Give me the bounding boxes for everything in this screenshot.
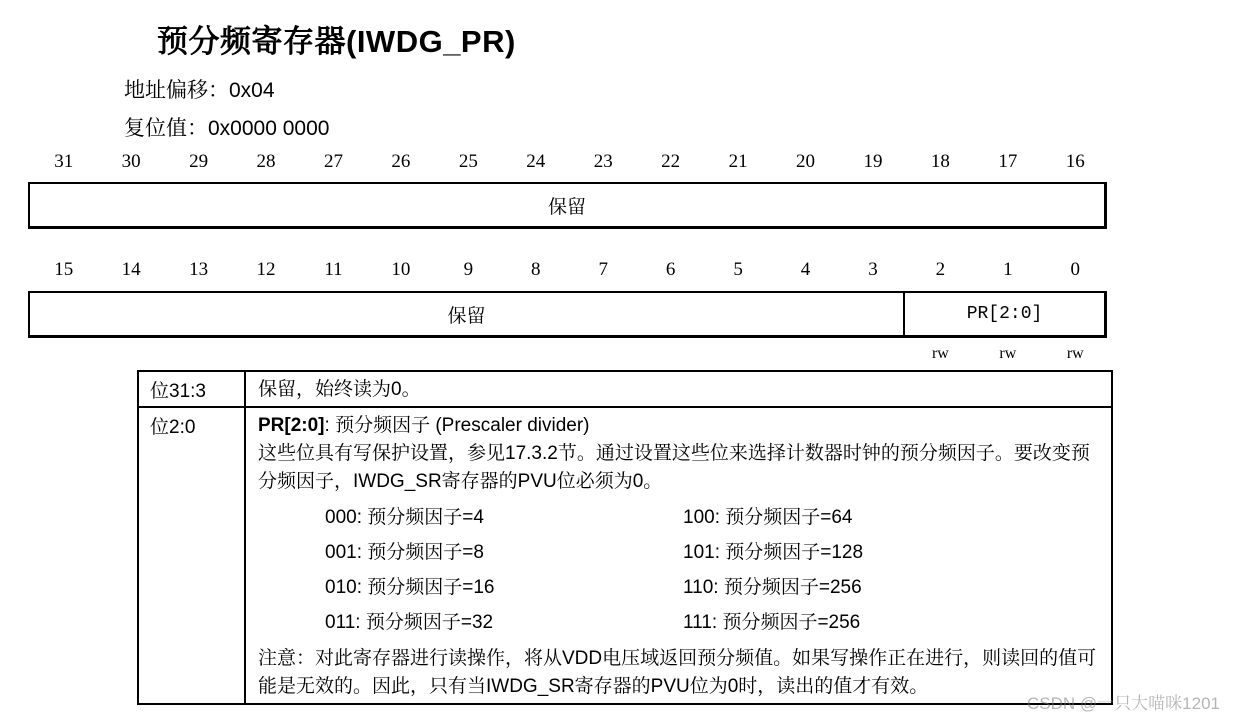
address-offset: 地址偏移：0x04 bbox=[124, 79, 275, 102]
prescaler-value: 010: 预分频因子=16 bbox=[325, 577, 495, 598]
watermark: CSDN @一只大喵咪1201 bbox=[1027, 694, 1220, 713]
field-title: : 预分频因子 (Prescaler divider) bbox=[324, 415, 590, 436]
prescaler-value: 111: 预分频因子=256 bbox=[683, 612, 861, 633]
bit-number: 26 bbox=[391, 151, 411, 172]
prescaler-value: 000: 预分频因子=4 bbox=[325, 507, 484, 528]
bit-number: 2 bbox=[935, 259, 946, 280]
access-label: rw bbox=[1066, 345, 1084, 362]
prescaler-value: 110: 预分频因子=256 bbox=[683, 577, 862, 598]
bit-number: 22 bbox=[661, 151, 681, 172]
bit-number: 10 bbox=[391, 259, 411, 280]
bit-number: 8 bbox=[531, 259, 541, 280]
description-cell: 保留，始终读为0。 bbox=[245, 371, 1112, 407]
prescaler-value: 100: 预分频因子=64 bbox=[683, 507, 853, 528]
prescaler-value: 101: 预分频因子=128 bbox=[683, 542, 864, 563]
reserved-field-high: 保留 bbox=[547, 196, 586, 218]
bit-numbers-low bbox=[29, 259, 1108, 283]
bit-description-table bbox=[137, 370, 1113, 705]
field-name: PR[2:0] bbox=[258, 415, 325, 436]
register-high bbox=[28, 182, 1107, 229]
bit-number: 27 bbox=[323, 151, 343, 172]
bit-number: 16 bbox=[1065, 151, 1085, 172]
bits-cell: 位31:3 bbox=[138, 371, 245, 407]
prescaler-value: 011: 预分频因子=32 bbox=[325, 612, 494, 633]
note: 注意：对此寄存器进行读操作，将从VDD电压域返回预分频值。如果写操作正在进行，则读回的值可能是无效的。因此，只有当IWDG_SR寄存器的PVU位为0时，读出的值才有效。 bbox=[258, 648, 1097, 697]
bit-number: 24 bbox=[526, 151, 546, 172]
prescaler-value: 001: 预分频因子=8 bbox=[325, 542, 484, 563]
table-row bbox=[138, 371, 1112, 407]
table-row bbox=[138, 407, 1112, 704]
bits-cell: 位2:0 bbox=[138, 407, 245, 704]
bit-number: 12 bbox=[256, 259, 276, 280]
access-label: rw bbox=[931, 345, 949, 362]
bit-number: 17 bbox=[998, 151, 1018, 172]
bit-number: 5 bbox=[733, 259, 743, 280]
reserved-field-low: 保留 bbox=[30, 293, 905, 335]
bit-number: 7 bbox=[598, 259, 608, 280]
field-description: 这些位具有写保护设置，参见17.3.2节。通过设置这些位来选择计数器时钟的预分频因子。要改变预分频因子，IWDG_SR寄存器的PVU位必须为0。 bbox=[258, 443, 1090, 492]
access-row bbox=[29, 345, 1108, 365]
bit-number: 4 bbox=[800, 259, 811, 280]
field-heading bbox=[258, 412, 1101, 440]
bit-number: 1 bbox=[1003, 259, 1013, 280]
reset-value: 复位值：0x0000 0000 bbox=[124, 117, 330, 140]
access-label: rw bbox=[999, 345, 1017, 362]
register-low bbox=[28, 291, 1107, 338]
description-cell bbox=[245, 407, 1112, 704]
bit-number: 29 bbox=[189, 151, 209, 172]
pr-field: PR[2:0] bbox=[966, 304, 1043, 324]
bit-number: 11 bbox=[324, 259, 343, 280]
bit-number: 14 bbox=[121, 259, 141, 280]
prescaler-values bbox=[325, 504, 1101, 637]
bit-number: 0 bbox=[1070, 259, 1081, 280]
bit-number: 28 bbox=[256, 151, 276, 172]
bit-number: 25 bbox=[458, 151, 478, 172]
bit-number: 13 bbox=[189, 259, 209, 280]
bit-number: 15 bbox=[54, 259, 74, 280]
bit-number: 3 bbox=[868, 259, 878, 280]
bit-number: 21 bbox=[728, 151, 748, 172]
page-title: 预分频寄存器(IWDG_PR) bbox=[157, 24, 516, 59]
bit-number: 23 bbox=[593, 151, 613, 172]
bit-number: 9 bbox=[463, 259, 474, 280]
bit-numbers-high bbox=[29, 151, 1108, 175]
bit-number: 19 bbox=[863, 151, 883, 172]
bit-number: 30 bbox=[121, 151, 141, 172]
bit-number: 31 bbox=[54, 151, 74, 172]
bit-number: 20 bbox=[796, 151, 816, 172]
bit-number: 6 bbox=[665, 259, 676, 280]
bit-number: 18 bbox=[930, 151, 950, 172]
